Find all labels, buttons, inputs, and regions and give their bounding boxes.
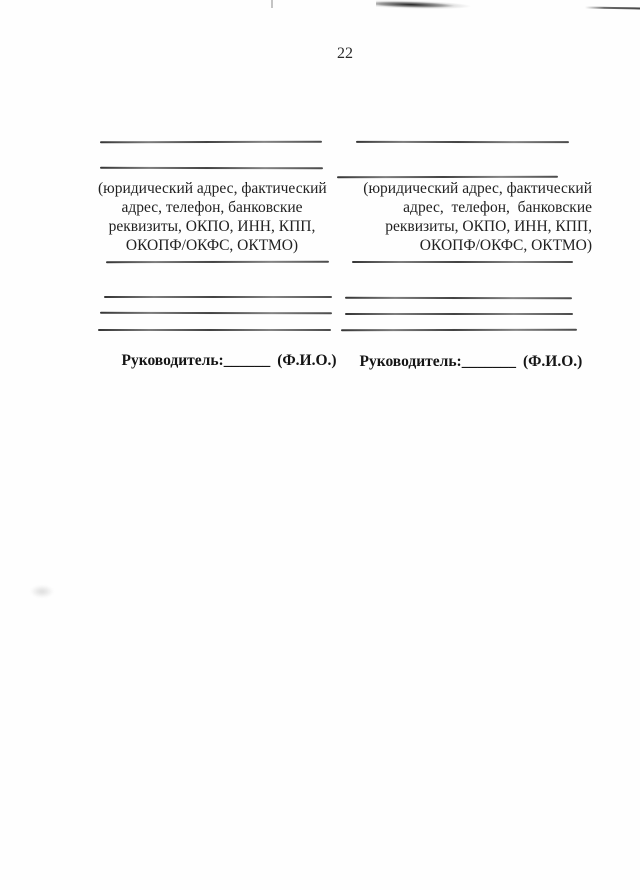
caption-line: ОКОПФ/ОКФС, ОКТМО) [125, 237, 299, 254]
blank-line [345, 313, 573, 315]
blank-line [104, 296, 332, 298]
blank-line [345, 297, 572, 299]
leader-fio: (Ф.И.О.) [522, 353, 583, 370]
caption-line: ОКОПФ/ОКФС, ОКТМО) [419, 237, 592, 254]
blank-line [337, 176, 558, 178]
scan-artifact-streak [376, 0, 521, 12]
requisites-caption-left [98, 179, 326, 255]
leader-blank: _______ [461, 353, 516, 370]
blank-line [352, 261, 573, 263]
leader-fio: (Ф.И.О.) [277, 352, 337, 369]
page-number: 22 [337, 45, 353, 62]
leader-blank: ______ [223, 352, 271, 369]
caption-line: адрес, телефон, банковские [403, 199, 592, 216]
leader-label: Руководитель: [359, 353, 462, 370]
blank-line [356, 141, 569, 143]
scan-artifact-blob [30, 585, 54, 598]
blank-line [100, 312, 332, 314]
leader-signature-row-left [106, 334, 337, 388]
leader-signature-row-right [344, 335, 582, 389]
blank-line [106, 261, 329, 263]
caption-line: (юридический адрес, фактический [363, 180, 592, 197]
caption-line: адрес, телефон, банковские [121, 199, 303, 216]
scan-artifact-tick [271, 0, 273, 8]
scan-artifact-line [585, 7, 640, 10]
blank-line [98, 329, 331, 331]
leader-label: Руководитель: [121, 352, 224, 369]
blank-line [100, 141, 322, 144]
caption-line: (юридический адрес, фактический [98, 180, 327, 197]
blank-line [341, 329, 577, 331]
blank-line [100, 167, 323, 169]
caption-line: реквизиты, ОКПО, ИНН, КПП, [385, 218, 592, 235]
requisites-caption-right [362, 179, 592, 255]
caption-line: реквизиты, ОКПО, ИНН, КПП, [108, 218, 316, 235]
